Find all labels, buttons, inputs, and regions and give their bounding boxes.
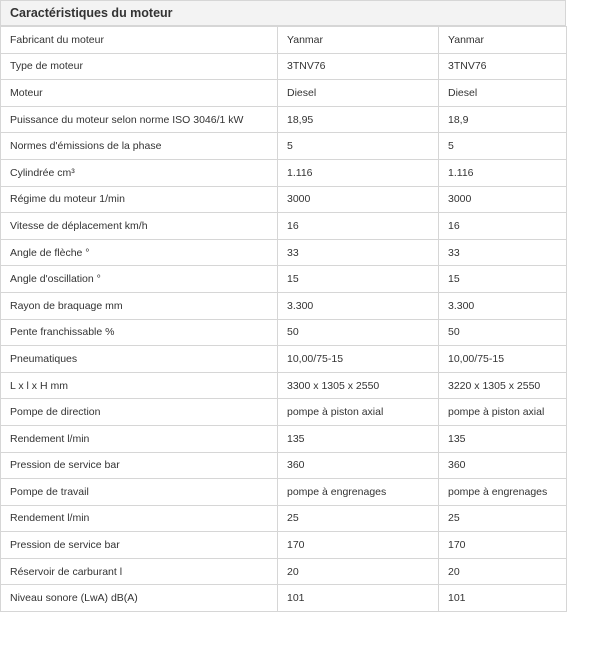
specs-table [0,26,567,612]
spec-value-model-2: 16 [439,213,567,240]
spec-value-model-1: 3.300 [278,292,439,319]
spec-label: L x l x H mm [1,372,278,399]
table-row [1,239,567,266]
spec-label: Angle de flèche ° [1,239,278,266]
table-row [1,346,567,373]
spec-value-model-1: 3TNV76 [278,53,439,80]
table-row [1,479,567,506]
table-row [1,27,567,54]
spec-label: Moteur [1,80,278,107]
spec-value-model-1: 50 [278,319,439,346]
spec-value-model-2: 3TNV76 [439,53,567,80]
spec-label: Puissance du moteur selon norme ISO 3046/1 kW [1,106,278,133]
spec-value-model-1: pompe à engrenages [278,479,439,506]
table-row [1,80,567,107]
spec-label: Pression de service bar [1,452,278,479]
table-row [1,53,567,80]
specs-table-body [1,27,567,612]
table-row [1,186,567,213]
spec-label: Cylindrée cm³ [1,159,278,186]
spec-value-model-2: 170 [439,532,567,559]
spec-label: Réservoir de carburant l [1,558,278,585]
spec-label: Angle d'oscillation ° [1,266,278,293]
spec-value-model-2: 360 [439,452,567,479]
spec-value-model-1: 20 [278,558,439,585]
spec-value-model-2: 33 [439,239,567,266]
table-row [1,266,567,293]
spec-value-model-1: 33 [278,239,439,266]
spec-label: Vitesse de déplacement km/h [1,213,278,240]
spec-value-model-2: 3000 [439,186,567,213]
section-header [0,0,566,26]
spec-value-model-1: 3300 x 1305 x 2550 [278,372,439,399]
table-row [1,133,567,160]
table-row [1,452,567,479]
spec-value-model-1: 15 [278,266,439,293]
table-row [1,319,567,346]
spec-label: Pompe de direction [1,399,278,426]
spec-label: Régime du moteur 1/min [1,186,278,213]
spec-value-model-1: pompe à piston axial [278,399,439,426]
table-row [1,558,567,585]
table-row [1,532,567,559]
spec-label: Rendement l/min [1,505,278,532]
spec-label: Type de moteur [1,53,278,80]
table-row [1,585,567,612]
spec-label: Rayon de braquage mm [1,292,278,319]
spec-value-model-1: 360 [278,452,439,479]
spec-value-model-1: Yanmar [278,27,439,54]
spec-value-model-1: 10,00/75-15 [278,346,439,373]
spec-value-model-2: pompe à piston axial [439,399,567,426]
spec-value-model-2: 20 [439,558,567,585]
table-row [1,213,567,240]
spec-value-model-2: 101 [439,585,567,612]
spec-value-model-2: pompe à engrenages [439,479,567,506]
spec-value-model-2: 10,00/75-15 [439,346,567,373]
spec-value-model-1: Diesel [278,80,439,107]
section-title: Caractéristiques du moteur [10,6,173,20]
table-row [1,292,567,319]
spec-value-model-1: 18,95 [278,106,439,133]
table-row [1,399,567,426]
spec-value-model-2: Diesel [439,80,567,107]
spec-label: Pression de service bar [1,532,278,559]
spec-label: Pneumatiques [1,346,278,373]
table-row [1,372,567,399]
spec-value-model-2: 1.116 [439,159,567,186]
spec-value-model-2: 135 [439,425,567,452]
spec-label: Pente franchissable % [1,319,278,346]
spec-label: Normes d'émissions de la phase [1,133,278,160]
spec-value-model-1: 16 [278,213,439,240]
spec-label: Rendement l/min [1,425,278,452]
spec-value-model-1: 135 [278,425,439,452]
table-row [1,159,567,186]
spec-label: Fabricant du moteur [1,27,278,54]
table-row [1,505,567,532]
spec-label: Pompe de travail [1,479,278,506]
spec-value-model-2: 5 [439,133,567,160]
table-row [1,425,567,452]
spec-value-model-2: 50 [439,319,567,346]
spec-label: Niveau sonore (LwA) dB(A) [1,585,278,612]
table-row [1,106,567,133]
spec-value-model-2: Yanmar [439,27,567,54]
spec-value-model-1: 1.116 [278,159,439,186]
spec-value-model-2: 3.300 [439,292,567,319]
spec-value-model-2: 18,9 [439,106,567,133]
spec-value-model-1: 3000 [278,186,439,213]
spec-value-model-2: 25 [439,505,567,532]
spec-value-model-1: 170 [278,532,439,559]
spec-value-model-2: 15 [439,266,567,293]
spec-value-model-2: 3220 x 1305 x 2550 [439,372,567,399]
spec-value-model-1: 101 [278,585,439,612]
spec-value-model-1: 5 [278,133,439,160]
spec-value-model-1: 25 [278,505,439,532]
